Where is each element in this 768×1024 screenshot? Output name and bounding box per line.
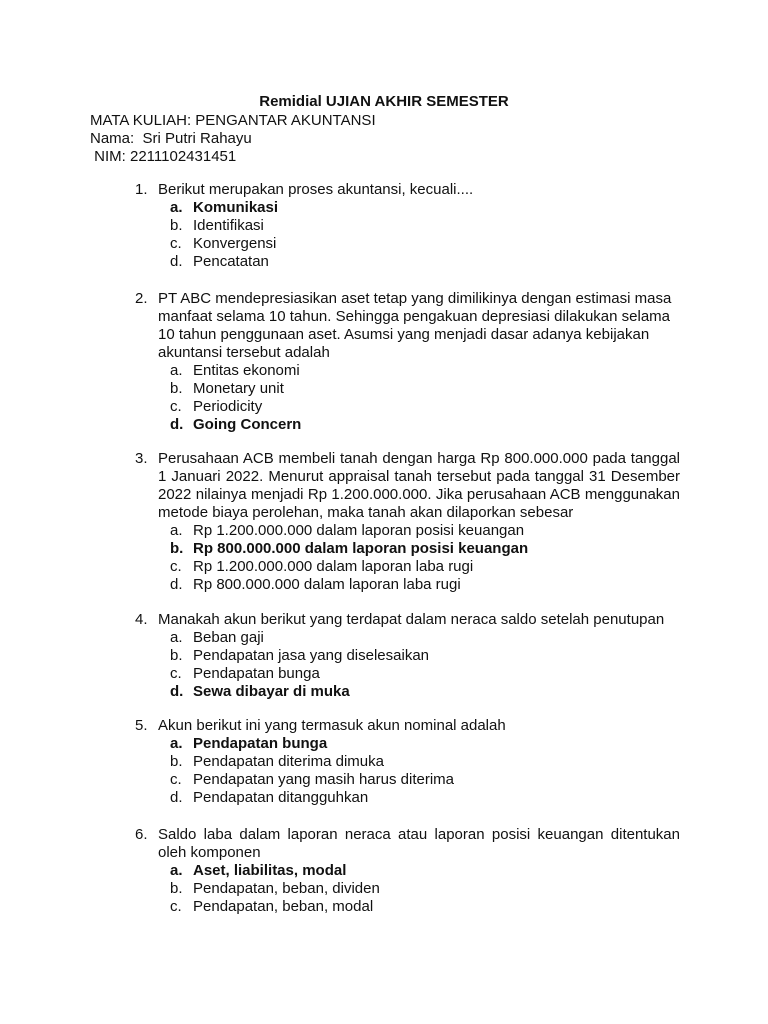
answer-option (170, 898, 680, 916)
answer-option-selected (170, 540, 680, 558)
option-text: Rp 800.000.000 dalam laporan laba rugi (193, 576, 461, 593)
option-list (170, 199, 680, 271)
answer-option (170, 235, 680, 253)
question-text: Saldo laba dalam laporan neraca atau laporan posisi keuangan ditentukan oleh komponen (158, 826, 680, 861)
question-text: PT ABC mendepresiasikan aset tetap yang dimilikinya dengan estimasi masa manfaat selama 10 tahun. Sehingga pengakuan depresiasi dilakukan selama 10 tahun penggunaan aset. Asumsi yang menjadi dasar adanya kebijakan akuntansi tersebut adalah (158, 290, 672, 361)
option-list (170, 735, 680, 807)
question-text: Berikut merupakan proses akuntansi, kecuali.... (158, 181, 474, 198)
answer-option (170, 629, 680, 647)
option-text: Rp 1.200.000.000 dalam laporan laba rugi (193, 558, 474, 575)
question-number: 2. (135, 290, 148, 307)
answer-option (170, 789, 680, 807)
answer-option (170, 398, 680, 416)
option-text: Aset, liabilitas, modal (193, 862, 347, 879)
option-letter: d. (170, 253, 183, 270)
option-letter: b. (170, 753, 183, 770)
option-letter: b. (170, 647, 183, 664)
option-text: Rp 800.000.000 dalam laporan posisi keuangan (193, 540, 529, 557)
option-letter: b. (170, 540, 184, 557)
answer-option (170, 880, 680, 898)
answer-option (170, 665, 680, 683)
option-letter: d. (170, 789, 183, 806)
option-text: Komunikasi (193, 199, 279, 216)
option-letter: c. (170, 771, 182, 788)
option-text: Rp 1.200.000.000 dalam laporan posisi keuangan (193, 522, 525, 539)
option-text: Monetary unit (193, 380, 284, 397)
question-2 (135, 290, 680, 434)
option-text: Pendapatan ditangguhkan (193, 789, 369, 806)
option-letter: d. (170, 416, 184, 433)
question-number: 3. (135, 450, 148, 467)
option-text: Identifikasi (193, 217, 264, 234)
option-letter: b. (170, 880, 183, 897)
option-text: Konvergensi (193, 235, 277, 252)
option-text: Sewa dibayar di muka (193, 683, 350, 700)
document-title: Remidial UJIAN AKHIR SEMESTER (259, 93, 509, 110)
option-text: Pendapatan jasa yang diselesaikan (193, 647, 430, 664)
answer-option (170, 217, 680, 235)
option-list (170, 522, 680, 594)
option-text: Pendapatan bunga (193, 735, 328, 752)
answer-option-selected (170, 862, 680, 880)
answer-option (170, 771, 680, 789)
option-text: Periodicity (193, 398, 263, 415)
question-number: 5. (135, 717, 148, 734)
option-letter: d. (170, 576, 183, 593)
option-text: Pendapatan, beban, modal (193, 898, 374, 915)
answer-option-selected (170, 735, 680, 753)
option-list (170, 629, 680, 701)
option-letter: c. (170, 665, 182, 682)
question-3 (135, 450, 680, 594)
answer-option (170, 253, 680, 271)
answer-option-selected (170, 199, 680, 217)
question-text: Manakah akun berikut yang terdapat dalam neraca saldo setelah penutupan (158, 611, 665, 628)
answer-option (170, 362, 680, 380)
option-text: Pendapatan yang masih harus diterima (193, 771, 454, 788)
option-letter: c. (170, 898, 182, 915)
option-text: Pendapatan, beban, dividen (193, 880, 380, 897)
answer-option (170, 380, 680, 398)
answer-option (170, 558, 680, 576)
course-line: MATA KULIAH: PENGANTAR AKUNTANSI (90, 112, 376, 129)
question-6 (135, 826, 680, 916)
answer-option (170, 753, 680, 771)
question-number: 4. (135, 611, 148, 628)
option-letter: a. (170, 522, 183, 539)
option-text: Pencatatan (193, 253, 269, 270)
option-text: Beban gaji (193, 629, 264, 646)
option-text: Pendapatan diterima dimuka (193, 753, 384, 770)
option-letter: a. (170, 629, 183, 646)
student-nim-line: NIM: 2211102431451 (90, 148, 237, 165)
option-text: Entitas ekonomi (193, 362, 300, 379)
option-letter: a. (170, 862, 183, 879)
option-text: Pendapatan bunga (193, 665, 320, 682)
option-letter: b. (170, 380, 183, 397)
option-list (170, 362, 680, 434)
answer-option-selected (170, 683, 680, 701)
answer-option (170, 522, 680, 540)
question-1 (135, 181, 680, 271)
option-letter: c. (170, 235, 182, 252)
question-4 (135, 611, 680, 701)
answer-option (170, 647, 680, 665)
student-name-line: Nama: Sri Putri Rahayu (90, 130, 252, 147)
question-5 (135, 717, 680, 807)
option-letter: d. (170, 683, 184, 700)
option-list (170, 862, 680, 916)
answer-option (170, 576, 680, 594)
option-letter: c. (170, 398, 182, 415)
option-letter: c. (170, 558, 182, 575)
question-text: Perusahaan ACB membeli tanah dengan harga Rp 800.000.000 pada tanggal 1 Januari 2022. Menurut appraisal tanah tersebut pada tanggal 31 Desember 2022 nilainya menjadi Rp 1.200.000.000. Jika perusahaan ACB menggunakan metode biaya perolehan, maka tanah akan dilaporkan sebesar (158, 450, 680, 521)
option-letter: a. (170, 362, 183, 379)
question-number: 1. (135, 181, 148, 198)
option-letter: b. (170, 217, 183, 234)
question-number: 6. (135, 826, 148, 843)
option-text: Going Concern (193, 416, 302, 433)
question-text: Akun berikut ini yang termasuk akun nominal adalah (158, 717, 506, 734)
option-letter: a. (170, 199, 183, 216)
option-letter: a. (170, 735, 183, 752)
answer-option-selected (170, 416, 680, 434)
